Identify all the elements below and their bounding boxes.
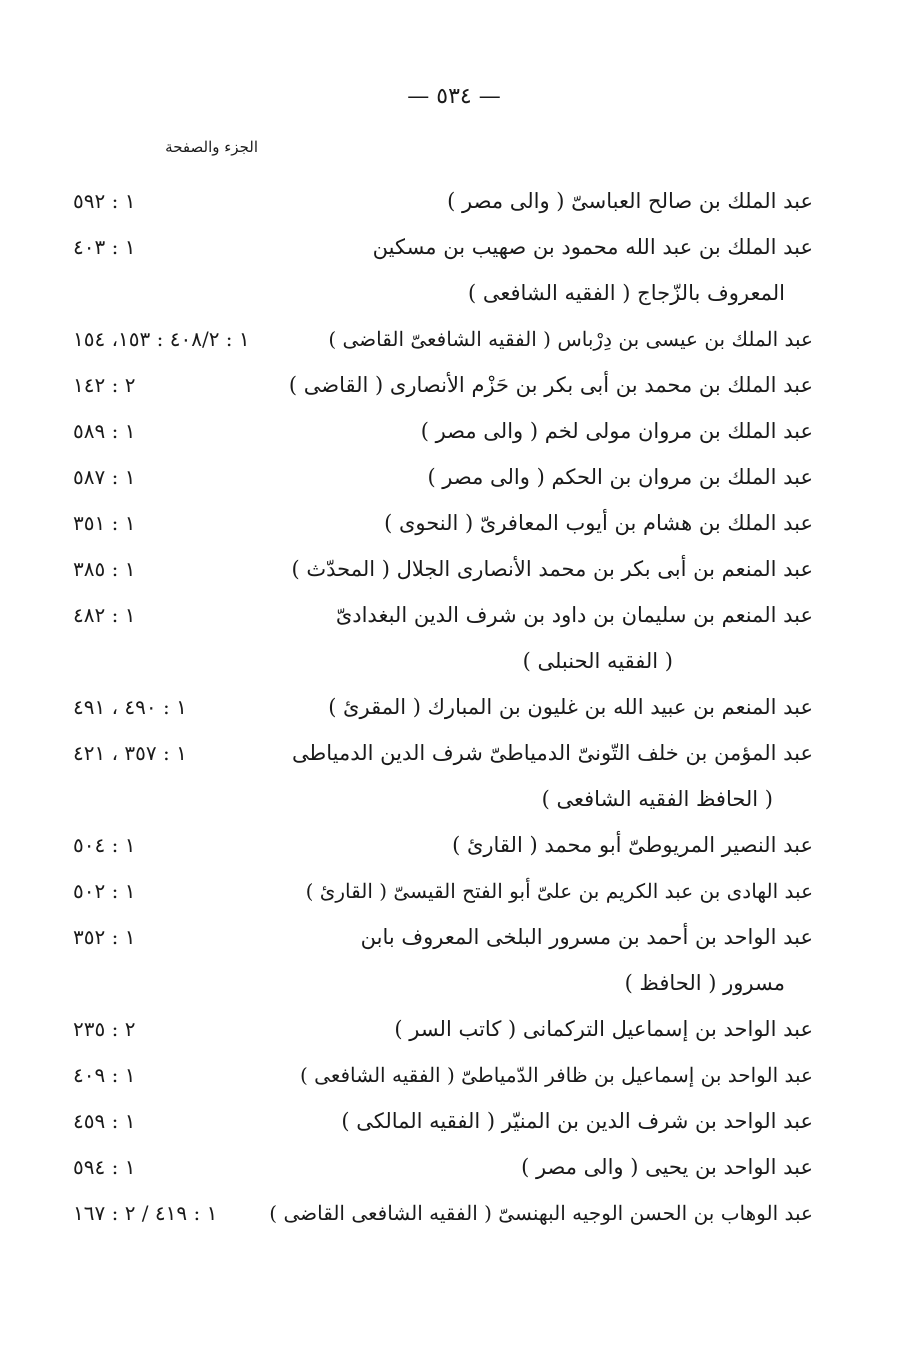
entry-name: عبد الواحد بن شرف الدين بن المنيّر ( الفقيه المالكى ): [341, 1109, 813, 1133]
entry-reference: ٢ : ١٤٢: [73, 373, 136, 397]
entry-name: عبد المنعم بن سليمان بن داود بن شرف الدين البغدادىّ: [335, 603, 813, 627]
index-entry: [73, 822, 813, 868]
entry-name: عبد الملك بن مروان بن الحكم ( والى مصر ): [427, 465, 813, 489]
index-entry: [73, 1052, 813, 1098]
index-entries: [73, 178, 813, 1236]
index-entry: [73, 1190, 813, 1236]
entry-name: عبد الواحد بن يحيى ( والى مصر ): [521, 1155, 813, 1179]
entry-name: عبد المنعم بن أبى بكر بن محمد الأنصارى الجلال ( المحدّث ): [291, 557, 813, 581]
entry-name: ( الفقيه الحنبلى ): [522, 649, 673, 673]
index-entry: [73, 362, 813, 408]
entry-reference: ١ : ٤٠٣: [73, 235, 136, 259]
index-entry: [73, 1006, 813, 1052]
index-entry: [73, 914, 813, 960]
index-entry: [73, 178, 813, 224]
index-entry: [73, 1098, 813, 1144]
entry-reference: ١ : ٣٨٥: [73, 557, 136, 581]
index-entry: [73, 224, 813, 270]
entry-name: عبد الملك بن هشام بن أيوب المعافرىّ ( النحوى ): [384, 511, 813, 535]
index-entry-continuation: [73, 270, 813, 316]
entry-name: عبد النصير المريوطىّ أبو محمد ( القارئ ): [452, 833, 813, 857]
index-entry: [73, 1144, 813, 1190]
entry-reference: ١ : ٤٨٢: [73, 603, 136, 627]
entry-name: عبد الملك بن عبد الله محمود بن صهيب بن مسكين: [372, 235, 813, 259]
entry-name: عبد الهادى بن عبد الكريم بن علىّ أبو الفتح القيسىّ ( القارئ ): [305, 879, 813, 903]
index-entry-continuation: [73, 638, 813, 684]
page-number: — ٥٣٤ —: [407, 84, 501, 109]
entry-name: المعروف بالزّجاج ( الفقيه الشافعى ): [467, 281, 785, 305]
entry-reference: ١ : ٣٥١: [73, 511, 136, 535]
column-header: الجزء والصفحة: [165, 138, 258, 156]
index-entry: [73, 408, 813, 454]
entry-name: عبد المؤمن بن خلف التّونىّ الدمياطىّ شرف الدين الدمياطى: [292, 741, 813, 765]
entry-name: عبد الواحد بن أحمد بن مسرور البلخى المعروف بابن: [360, 925, 813, 949]
index-entry-continuation: [73, 960, 813, 1006]
entry-name: عبد الملك بن مروان مولى لخم ( والى مصر ): [420, 419, 813, 443]
entry-name: مسرور ( الحافظ ): [624, 971, 785, 995]
entry-reference: ٢ : ٢٣٥: [73, 1017, 136, 1041]
index-entry: [73, 454, 813, 500]
index-entry: [73, 684, 813, 730]
index-entry-continuation: [73, 776, 813, 822]
entry-reference: ١ : ٥٠٢: [73, 879, 136, 903]
index-entry: [73, 500, 813, 546]
index-entry: [73, 546, 813, 592]
entry-reference: ١ : ٤٩٠ ، ٤٩١: [73, 695, 187, 719]
entry-reference: ١ : ٥٩٤: [73, 1155, 136, 1179]
entry-reference: ١ : ٣٥٧ ، ٤٢١: [73, 741, 187, 765]
entry-name: عبد المنعم بن عبيد الله بن غليون بن المبارك ( المقرئ ): [328, 695, 813, 719]
entry-reference: ١ : ٤٠٩: [73, 1063, 136, 1087]
entry-name: عبد الواحد بن إسماعيل التركمانى ( كاتب السر ): [394, 1017, 813, 1041]
entry-reference: ١ : ٥٨٩: [73, 419, 136, 443]
entry-reference: ١ : ٤٠٨/٢ : ١٥٣، ١٥٤: [73, 327, 250, 351]
entry-name: عبد الواحد بن إسماعيل بن ظافر الدّمياطىّ ( الفقيه الشافعى ): [299, 1063, 813, 1087]
entry-name: ( الحافظ الفقيه الشافعى ): [541, 787, 773, 811]
index-entry: [73, 592, 813, 638]
index-entry: [73, 316, 813, 362]
index-entry: [73, 868, 813, 914]
entry-name: عبد الملك بن عيسى بن دِرْباس ( الفقيه الشافعىّ القاضى ): [328, 327, 813, 351]
entry-name: عبد الوهاب بن الحسن الوجيه البهنسىّ ( الفقيه الشافعى القاضى ): [269, 1201, 813, 1225]
entry-reference: ١ : ٥٩٢: [73, 189, 136, 213]
entry-reference: ١ : ٣٥٢: [73, 925, 136, 949]
index-entry: [73, 730, 813, 776]
entry-name: عبد الملك بن محمد بن أبى بكر بن حَزْم الأنصارى ( القاضى ): [288, 373, 813, 397]
entry-name: عبد الملك بن صالح العباسىّ ( والى مصر ): [447, 189, 813, 213]
entry-reference: ١ : ٤١٩ / ٢ : ١٦٧: [73, 1201, 218, 1225]
entry-reference: ١ : ٥٨٧: [73, 465, 136, 489]
entry-reference: ١ : ٤٥٩: [73, 1109, 136, 1133]
entry-reference: ١ : ٥٠٤: [73, 833, 136, 857]
